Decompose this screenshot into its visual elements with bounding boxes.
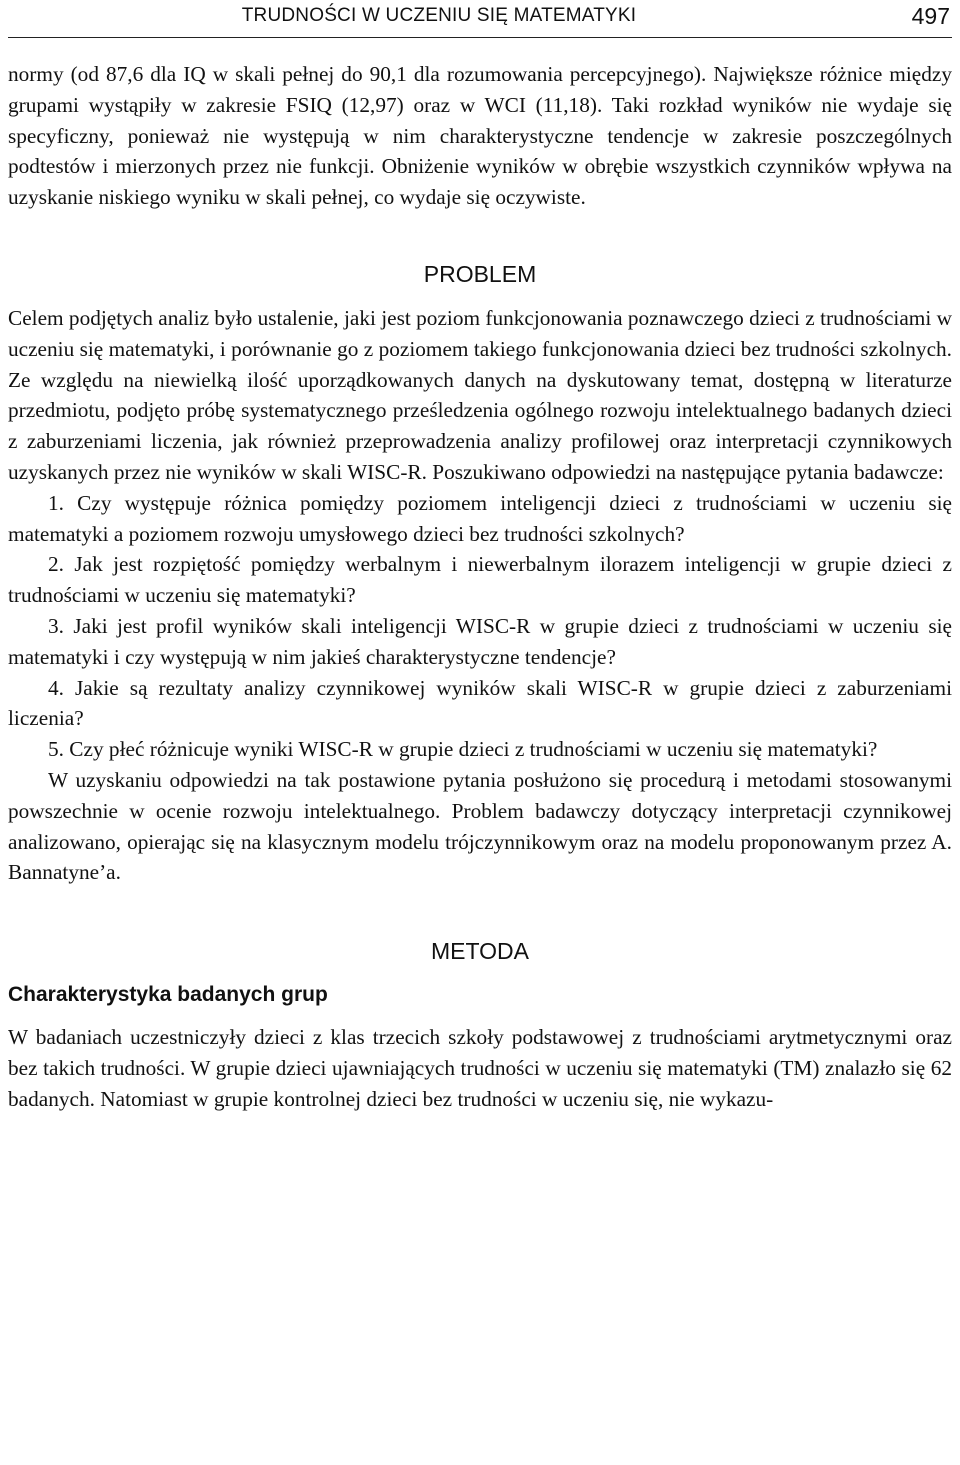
groups-subheading: Charakterystyka badanych grup xyxy=(8,983,328,1007)
research-question-3: 3. Jaki jest profil wyników skali inteligencji WISC-R w grupie dzieci z trudnościami w uczeniu się matematyki i czy występują w nim jakieś charakterystyczne tendencje? xyxy=(8,613,952,669)
problem-heading: PROBLEM xyxy=(423,260,537,287)
running-title: TRUDNOŚCI W UCZENIU SIĘ MATEMATYKI xyxy=(241,5,637,26)
metoda-paragraph: W badaniach uczestniczyły dzieci z klas trzecich szkoły podstawowej z trudnościami arytmetycznymi oraz bez takich trudności. W grupie dzieci ujawniających trudności w uczeniu się matematyki (TM) znalazło się 62 badanych. Natomiast w grupie kontrolnej dzieci bez trudności w uczeniu się, nie wykazu- xyxy=(8,1025,952,1111)
research-question-5: 5. Czy płeć różnicuje wyniki WISC-R w grupie dzieci z trudnościami w uczeniu się matematyki? xyxy=(48,737,878,762)
page-body xyxy=(8,59,952,1115)
problem-paragraph: Celem podjętych analiz było ustalenie, jaki jest poziom funkcjonowania poznawczego dzieci z trudnościami w uczeniu się matematyki, i porównanie go z poziomem takiego funkcjonowania dzieci bez trudności szkolnych. Ze względu na niewielką ilość uporządkowanych danych na dyskutowany temat, dostępną w literaturze przedmiotu, podjęto próbę systematycznego prześledzenia ogólnego rozwoju intelektualnego badanych dzieci z zaburzeniami liczenia, jak również przeprowadzenia analizy profilowej oraz interpretacji czynnikowych uzyskanych przez nie wyników w skali WISC-R. Poszukiwano odpowiedzi na następujące pytania badawcze: xyxy=(8,305,952,484)
research-question-2: 2. Jak jest rozpiętość pomiędzy werbalnym i niewerbalnym ilorazem inteligencji w grupie dzieci z trudnościami w uczeniu się matematyki? xyxy=(8,552,952,608)
metoda-heading: METODA xyxy=(431,938,529,965)
problem-closing-paragraph: W uzyskaniu odpowiedzi na tak postawione pytania posłużono się procedurą i metodami stosowanymi powszechnie w ocenie rozwoju intelektualnego. Problem badawczy dotyczący interpretacji czynnikowej analizowano, opierając się na klasycznym modelu trójczynnikowym oraz na modelu proponowanym przez A. Bannatyne’a. xyxy=(8,767,952,885)
research-question-4: 4. Jakie są rezultaty analizy czynnikowej wyników skali WISC-R w grupie dzieci z zaburzeniami liczenia? xyxy=(8,675,952,731)
page-header xyxy=(8,0,952,38)
research-question-1: 1. Czy występuje różnica pomiędzy poziomem inteligencji dzieci z trudnościami w uczeniu się matematyki a poziomem rozwoju umysłowego dzieci bez trudności szkolnych? xyxy=(8,490,952,546)
intro-paragraph: normy (od 87,6 dla IQ w skali pełnej do 90,1 dla rozumowania percepcyjnego). Największe różnice między grupami wystąpiły w zakresie FSIQ (12,97) oraz w WCI (11,18). Taki rozkład wyników nie wydaje się specyficzny, ponieważ nie występują w nim charakterystyczne tendencje w zakresie poszczególnych podtestów i mierzonych przez nie funkcji. Obniżenie wyników w obrębie wszystkich czynników wpływa na uzyskanie niskiego wyniku w skali pełnej, co wydaje się oczywiste. xyxy=(8,62,952,210)
page-number: 497 xyxy=(911,3,950,29)
